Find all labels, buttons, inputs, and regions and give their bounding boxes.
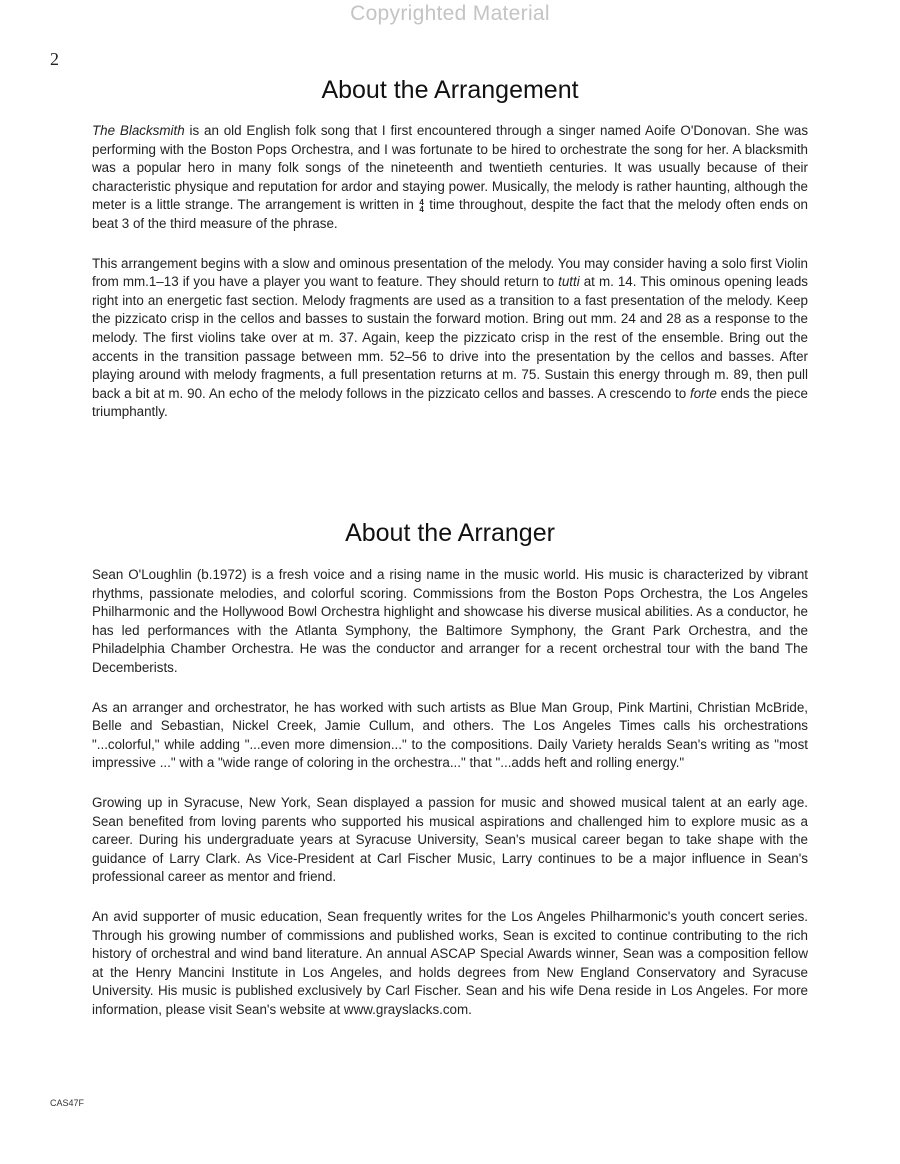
- catalog-code: CAS47F: [50, 1098, 85, 1108]
- arrangement-paragraph-2: [92, 255, 808, 422]
- arranger-paragraph-4: An avid supporter of music education, Sean frequently writes for the Los Angeles Philharmonic's youth concert series. Through his growing number of commissions and published works, Sean is excited to continue contributing to the rich history of orchestral and wind band literature. An annual ASCAP Special Awards winner, Sean was a composition fellow at the Henry Mancini Institute in Los Angeles, and holds degrees from New England Conservatory and Syracuse University. His music is published exclusively by Carl Fischer. Sean and his wife Dena reside in Los Angeles. For more information, please visit Sean's website at www.grayslacks.com.: [92, 908, 808, 1017]
- arrangement-text-a: is an old English folk song that I first encountered through a singer named Aoife O'Donovan. She was performing with the Boston Pops Orchestra, and I was fortunate to be hired to orchestrate the song for her. A blacksmith was a popular hero in many folk songs of the nineteenth and twentieth centuries. It was usually because of their characteristic physique and reputation for ardor and staying power. Musically, the melody is rather haunting, although the meter is a little strange. The arrangement is written in: [92, 123, 809, 213]
- copyright-watermark: Copyrighted Material: [350, 2, 550, 25]
- arranger-paragraph-2: As an arranger and orchestrator, he has worked with such artists as Blue Man Group, Pink Martini, Christian McBride, Belle and Sebastian, Nickel Creek, Jamie Cullum, and others. The Los Angeles Times calls his orchestrations "...colorful," while adding "...even more dimension..." to the compositions. Daily Variety heralds Sean's writing as "most impressive ..." with a "wide range of coloring in the orchestra..." that "...adds heft and rolling energy.": [92, 699, 808, 771]
- page-number: 2: [50, 49, 59, 69]
- arranger-paragraph-1: Sean O'Loughlin (b.1972) is a fresh voice and a rising name in the music world. His music is characterized by vibrant rhythms, passionate melodies, and colorful scoring. Commissions from the Boston Pops Orchestra, the Los Angeles Philharmonic and the Hollywood Bowl Orchestra highlight and showcase his diverse musical abilities. As a conductor, he has led performances with the Atlanta Symphony, the Baltimore Symphony, the Grant Park Orchestra, and the Philadelphia Chamber Orchestra. He was the conductor and arranger for a recent orchestral tour with the band The Decemberists.: [92, 567, 808, 675]
- arranger-paragraph-3: Growing up in Syracuse, New York, Sean displayed a passion for music and showed musical talent at an early age. Sean benefited from loving parents who supported his musical aspirations and challenged him to explore music as a career. During his undergraduate years at Syracuse University, Sean's musical career began to take shape with the guidance of Larry Clark. As Vice-President at Carl Fischer Music, Larry continues to be a major influence in Sean's professional career as mentor and friend.: [92, 794, 808, 885]
- arrangement-paragraph-1: [92, 122, 808, 234]
- arranger-heading: About the Arranger: [345, 519, 555, 547]
- time-signature-top: 4: [419, 197, 424, 207]
- arrangement-heading: About the Arrangement: [321, 76, 579, 104]
- time-signature: [419, 199, 423, 213]
- arrangement-text-d: at m. 14. This ominous opening leads right into an energetic fast section. Melody fragments are used as a transition to a fast presentation of the melody. Keep the pizzicato crisp in the cellos and basses to sustain the forward motion. Bring out mm. 24 and 28 as a response to the melody. The first violins take over at m. 37. Again, keep the pizzicato crisp in the rest of the ensemble. Bring out the accents in the transition passage between mm. 52–56 to drive into the presentation by the cellos and basses. After playing around with melody fragments, a full presentation returns at m. 75. Sustain this energy through m. 89, then pull back a bit at m. 90. An echo of the melody follows in the pizzicato cellos and basses. A crescendo to: [92, 274, 808, 401]
- arrangement-body: [92, 122, 808, 443]
- arrangement-text-c: This arrangement begins with a slow and ominous presentation of the melody. You may consider having a solo first Violin from mm.1–13 if you have a player you want to feature. They should return to: [92, 255, 808, 290]
- tutti-term: tutti: [558, 274, 580, 290]
- song-title: The Blacksmith: [92, 123, 185, 138]
- arrangement-text-e: ends the piece triumphantly.: [92, 385, 808, 420]
- time-signature-bottom: 4: [419, 204, 424, 214]
- forte-term: forte: [690, 385, 717, 401]
- arranger-body: [92, 566, 808, 1040]
- arrangement-text-b: time throughout, despite the fact that the melody often ends on beat 3 of the third measure of the phrase.: [92, 197, 808, 231]
